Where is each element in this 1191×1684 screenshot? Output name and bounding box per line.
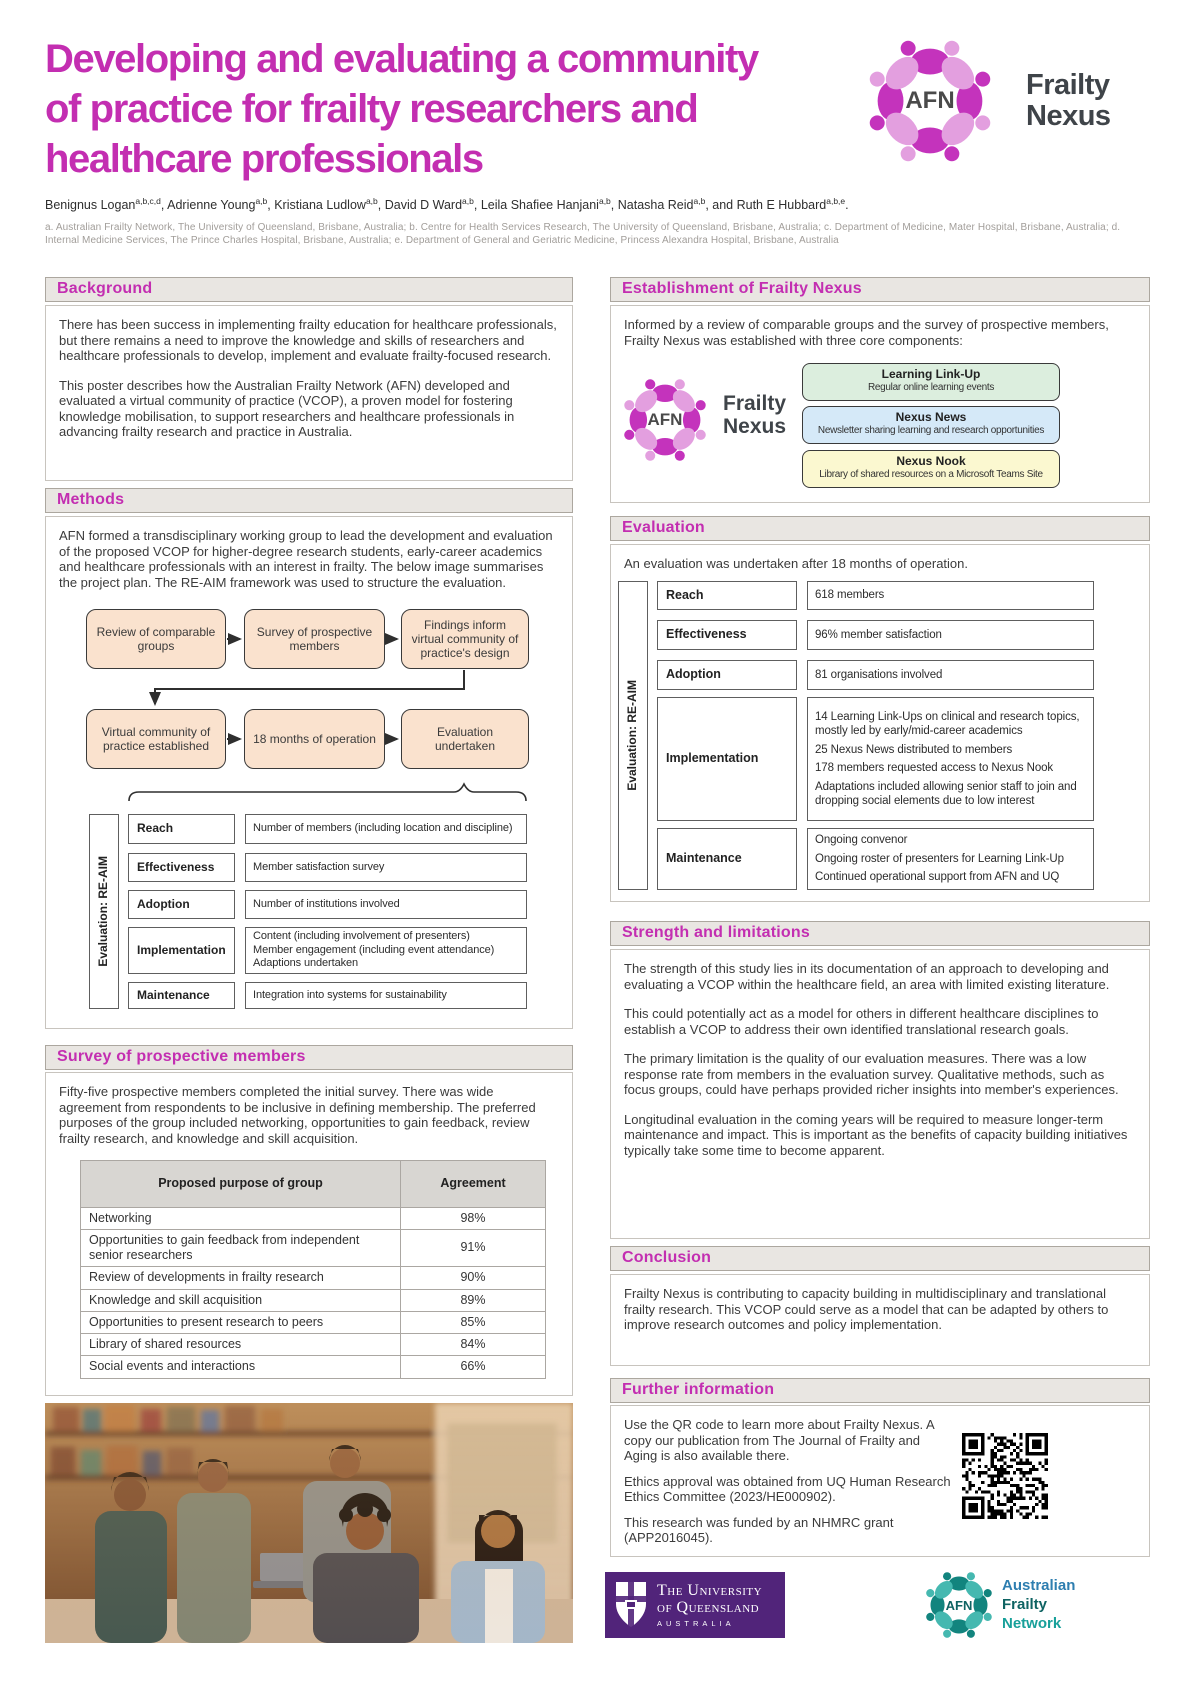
section-heading-strengths: Strength and limitations — [610, 921, 1150, 946]
eval-label-implementation: Implementation — [657, 697, 797, 821]
table-row: Review of developments in frailty research 90% — [81, 1267, 546, 1289]
further-paragraph-3: This research was funded by an NHMRC grant (APP2016045). — [624, 1514, 894, 1545]
reaim-desc-implementation: Content (including involvement of presenters) Member engagement (including event attendance) Adaptions undertaken — [245, 927, 527, 974]
eval-desc-adoption: 81 organisations involved — [807, 660, 1094, 690]
background-paragraph-1: There has been success in implementing frailty education for healthcare professionals, but there remains a need to improve the knowledge and skills of researchers and healthcare professionals to develop, implement and evaluate frailty-focused research. — [59, 317, 557, 363]
background-panel — [45, 305, 573, 481]
afn-abbreviation: AFN — [905, 87, 955, 114]
evaluation-intro: An evaluation was undertaken after 18 months of operation. — [624, 556, 968, 571]
eval-desc-effectiveness: 96% member satisfaction — [807, 620, 1094, 650]
methods-intro: AFN formed a transdisciplinary working group to lead the development and evaluation of the proposed VCOP for higher-degree research students, early-career academics and healthcare professionals with an interest in frailty. The below image summarises the project plan. The RE-AIM framework was used to structure the evaluation. — [59, 528, 553, 590]
reaim-desc-reach: Number of members (including location and discipline) — [245, 814, 527, 844]
section-heading-conclusion: Conclusion — [610, 1246, 1150, 1271]
authors-line: Benignus Logan$^{a,b,c,d}$, Adrienne Young$^{a,b}$, Kristiana Ludlow$^{a,b}$, David D Ward$^{a,b}$, Leila Shafiee Hanjani$^{a,b}$, Natasha Reid$^{a,b}$, and Ruth E Hubbard$^{a,b,e}$. — [45, 196, 849, 213]
eval-desc-maintenance: Ongoing convenor Ongoing roster of presenters for Learning Link-Up Continued operational support from AFN and UQ — [807, 828, 1094, 890]
reaim-desc-effectiveness: Member satisfaction survey — [245, 853, 527, 882]
table-row: Knowledge and skill acquisition 89% — [81, 1289, 546, 1311]
establishment-intro: Informed by a review of comparable groups and the survey of prospective members, Frailty Nexus was established with three core components: — [624, 317, 1109, 348]
reaim-desc-adoption: Number of institutions involved — [245, 890, 527, 919]
australian-frailty-network-wordmark: Australian Frailty Network — [1002, 1577, 1076, 1632]
eval-label-adoption: Adoption — [657, 660, 797, 690]
section-heading-evaluation: Evaluation — [610, 516, 1150, 541]
poster-title — [45, 34, 835, 184]
frailty-nexus-wordmark-small: Frailty Nexus — [723, 392, 787, 438]
strengths-paragraph-2: This could potentially act as a model for others in different healthcare disciplines to establish a VCOP to address their own identified translational research goals. — [624, 1006, 1099, 1037]
conclusion-panel — [610, 1274, 1150, 1366]
strengths-panel — [610, 949, 1150, 1239]
reaim-label-maintenance: Maintenance — [128, 982, 235, 1009]
uq-logo-text: The University of Queensland AUSTRALIA — [657, 1582, 763, 1628]
eval-label-effectiveness: Effectiveness — [657, 620, 797, 650]
component-learning-link-up: Learning Link-Up Regular online learning events — [802, 363, 1060, 401]
reaim-label-adoption: Adoption — [128, 890, 235, 919]
title-line-1: Developing and evaluating a community — [45, 37, 758, 81]
survey-results-table — [80, 1160, 546, 1379]
section-heading-methods: Methods — [45, 488, 573, 513]
component-nexus-nook: Nexus Nook Library of shared resources on a Microsoft Teams Site — [802, 450, 1060, 488]
flow-box-review: Review of comparable groups — [86, 609, 226, 669]
column-header-agreement: Agreement — [401, 1161, 546, 1208]
title-line-3: healthcare professionals — [45, 137, 483, 181]
eval-desc-reach: 618 members — [807, 581, 1094, 610]
flow-box-findings: Findings inform virtual community of practice's design — [401, 609, 529, 669]
australian-frailty-network-logo-icon: AFN — [922, 1568, 996, 1642]
table-row: Library of shared resources 84% — [81, 1334, 546, 1356]
frailty-nexus-logo-icon — [862, 33, 998, 169]
conclusion-text: Frailty Nexus is contributing to capacity building in multidisciplinary and translational frailty research. This VCOP could serve as a model that can be adapted by others to improve research outcomes and policy implementation. — [624, 1286, 1109, 1332]
affiliations: a. Australian Frailty Network, The University of Queensland, Brisbane, Australia; b. Centre for Health Services Research, The University of Queensland, Brisbane, Australia; c. Department of Medicine, Mater Hospital, Brisbane, Australia; d. Internal Medicine Services, The Prince Charles Hospital, Brisbane, Australia; e. Department of General and Geriatric Medicine, Princess Alexandra Hospital, Brisbane, Australia — [45, 222, 1121, 247]
establishment-panel — [610, 305, 1150, 503]
eval-label-reach: Reach — [657, 581, 797, 610]
strengths-paragraph-4: Longitudinal evaluation in the coming years will be required to measure longer-term maintenance and impact. This is important as the benefits of capacity building initiatives typically take some time to become apparent. — [624, 1111, 1128, 1158]
strengths-paragraph-3: The primary limitation is the quality of our evaluation measures. There was a low response rate from members in the evaluation survey. Qualitative methods, such as focus groups, could have perhaps provided richer insights into member's experiences. — [624, 1051, 1119, 1097]
flow-box-operation: 18 months of operation — [244, 709, 385, 769]
strengths-paragraph-1: The strength of this study lies in its documentation of an approach to developing and evaluating a VCOP within the healthcare field, an area with limited existing literature. — [624, 961, 1110, 992]
reaim-axis-label: Evaluation: RE-AIM — [89, 814, 119, 1009]
evaluation-panel — [610, 544, 1150, 902]
flow-box-survey: Survey of prospective members — [244, 609, 385, 669]
section-heading-establishment: Establishment of Frailty Nexus — [610, 277, 1150, 302]
reaim-label-reach: Reach — [128, 814, 235, 844]
uq-shield-icon — [613, 1580, 649, 1630]
reaim-label-effectiveness: Effectiveness — [128, 853, 235, 882]
further-information-panel — [610, 1405, 1150, 1557]
flow-box-evaluation: Evaluation undertaken — [401, 709, 529, 769]
title-line-2: of practice for frailty researchers and — [45, 87, 698, 131]
further-paragraph-1: Use the QR code to learn more about Frailty Nexus. A copy our publication from The Journal of Frailty and Aging is also available there. — [624, 1417, 934, 1463]
reaim-label-implementation: Implementation — [128, 927, 235, 974]
library-group-photo — [45, 1403, 573, 1643]
section-heading-survey: Survey of prospective members — [45, 1045, 573, 1070]
flow-box-vcop: Virtual community of practice established — [86, 709, 226, 769]
background-paragraph-2: This poster describes how the Australian Frailty Network (AFN) developed and evaluated a virtual community of practice (VCOP), a proven model for fostering knowledge mobilisation, to support researchers and healthcare professionals in advancing frailty research and practice in Australia. — [59, 377, 515, 439]
section-heading-further-information: Further information — [610, 1378, 1150, 1403]
evaluation-reaim-axis-label: Evaluation: RE-AIM — [618, 581, 648, 890]
eval-label-maintenance: Maintenance — [657, 828, 797, 890]
section-heading-background: Background — [45, 277, 573, 302]
survey-intro: Fifty-five prospective members completed the initial survey. There was wide agreement from respondents to be inclusive in defining membership. The preferred purposes of the group included networking, opportunities to gain feedback, review frailty research, and knowledge and skill acquisition. — [59, 1084, 536, 1146]
further-paragraph-2: Ethics approval was obtained from UQ Human Research Ethics Committee (2023/HE000902). — [624, 1473, 951, 1504]
methods-panel — [45, 516, 573, 1029]
brace — [129, 784, 526, 801]
component-nexus-news: Nexus News Newsletter sharing learning and research opportunities — [802, 406, 1060, 444]
table-row: Opportunities to gain feedback from independent senior researchers 91% — [81, 1229, 546, 1267]
column-header-purpose: Proposed purpose of group — [81, 1161, 401, 1208]
qr-code — [959, 1430, 1051, 1522]
table-row: Social events and interactions 66% — [81, 1356, 546, 1378]
survey-panel — [45, 1072, 573, 1396]
reaim-desc-maintenance: Integration into systems for sustainability — [245, 982, 527, 1009]
frailty-nexus-logo-small-icon: AFN — [619, 374, 711, 466]
frailty-nexus-wordmark: Frailty Nexus — [1026, 69, 1111, 132]
table-row: Opportunities to present research to peers 85% — [81, 1311, 546, 1333]
table-row: Networking 98% — [81, 1207, 546, 1229]
uq-logo — [605, 1572, 785, 1638]
project-plan-figure — [59, 604, 559, 1009]
eval-desc-implementation: 14 Learning Link-Ups on clinical and research topics, mostly led by early/mid-career academics 25 Nexus News distributed to members 178 members requested access to Nexus Nook Adaptations included allowing senior staff to join and dropping social elements due to low interest — [807, 697, 1094, 821]
